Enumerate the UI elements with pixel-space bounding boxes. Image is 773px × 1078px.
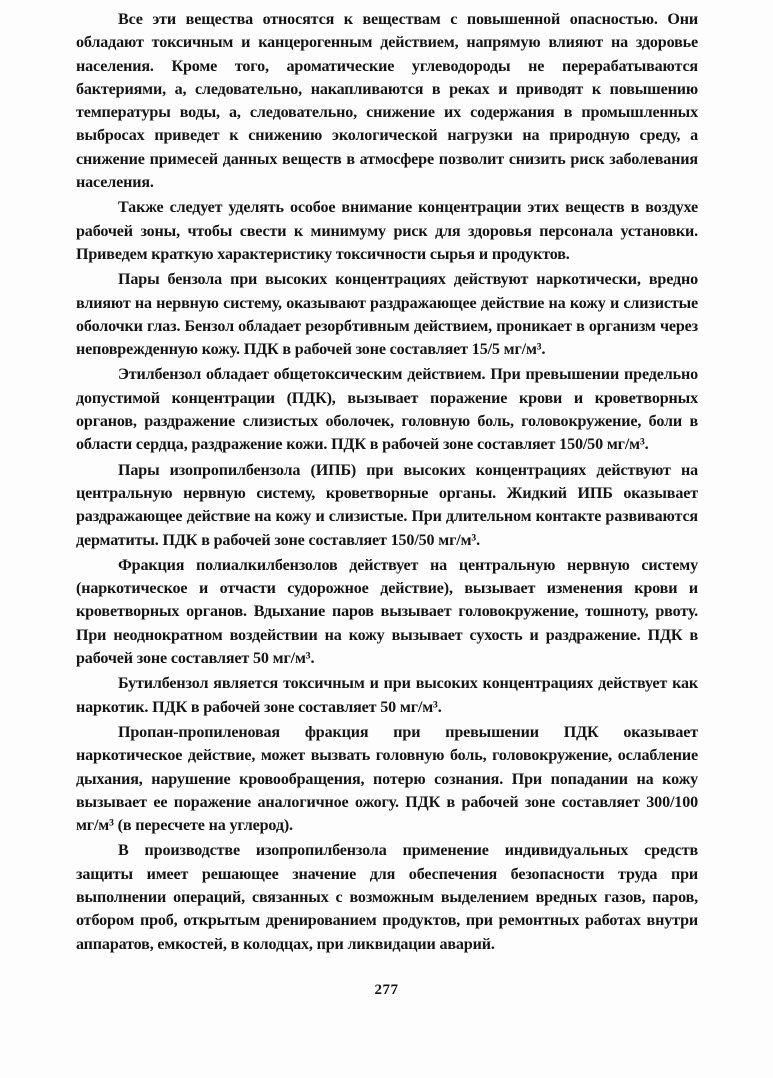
- paragraph-workplace-air: Также следует уделять особое внимание концентрации этих веществ в воздухе рабочей зоны, чтобы свести к минимуму риск для здоровья персонала установки. Приведем краткую характеристику токсичности сырья и продуктов.: [76, 199, 698, 263]
- paragraph-protective-equipment: В производстве изопропилбензола применение индивидуальных средств защиты имеет решающее значение для обеспечения безопасности труда при выполнении операций, связанных с возможным выделением вредных газов, паров, отбором проб, открытым дренированием продуктов, при ремонтных работах внутри аппаратов, емкостей, в колодцах, при ликвидации аварий.: [76, 842, 698, 953]
- paragraph-butylbenzene: Бутилбензол является токсичным и при высоких концентрациях действует как наркотик. ПДК в рабочей зоне составляет 50 мг/м³.: [76, 675, 698, 716]
- page-number: 277: [374, 982, 399, 998]
- paragraph-propane-propylene: Пропан-пропиленовая фракция при превышении ПДК оказывает наркотическое действие, может вызвать головную боль, головокружение, ослабление дыхания, нарушение кровообращения, потерю сознания. При попадании на кожу вызывает ее поражение аналогичное ожогу. ПДК в рабочей зоне составляет 300/100 мг/м³ (в пересчете на углерод).: [76, 723, 698, 835]
- paragraph-ethylbenzene: Этилбензол обладает общетоксическим действием. При превышении предельно допустимой концентрации (ПДК), вызывает поражение крови и кроветворных органов, раздражение слизистых оболочек, головную боль, головокружение, боли в области сердца, раздражение кожи. ПДК в рабочей зоне составляет 150/50 мг/м³.: [76, 366, 698, 454]
- paragraph-polyalkylbenzenes: Фракция полиалкилбензолов действует на центральную нервную систему (наркотическое и отчасти судорожное действие), вызывает изменения крови и кроветворных органов. Вдыхание паров вызывает головокружение, тошноту, рвоту. При неоднократном воздействии на кожу вызывает сухость и раздражение. ПДК в рабочей зоне составляет 50 мг/м³.: [76, 556, 698, 668]
- document-body: [76, 8, 698, 956]
- paragraph-hazard-overview: Все эти вещества относятся к веществам с повышенной опасностью. Они обладают токсичным и канцерогенным действием, напрямую влияют на здоровье населения. Кроме того, ароматические углеводороды не перерабатываются бактериями, а, следовательно, накапливаются в реках и приводят к повышению температуры воды, а, следовательно, снижение их содержания в промышленных выбросах приведет к снижению экологической нагрузки на природную среду, а снижение примесей данных веществ в атмосфере позволит снизить риск заболевания населения.: [76, 11, 698, 192]
- paragraph-isopropylbenzene: Пары изопропилбензола (ИПБ) при высоких концентрациях действуют на центральную нервную систему, кроветворные органы. Жидкий ИПБ оказывает раздражающее действие на кожу и слизистые. При длительном контакте развиваются дерматиты. ПДК в рабочей зоне составляет 150/50 мг/м³.: [76, 461, 698, 549]
- paragraph-benzene: Пары бензола при высоких концентрациях действуют наркотически, вредно влияют на нервную систему, оказывают раздражающее действие на кожу и слизистые оболочки глаз. Бензол обладает резорбтивным действием, проникает в организм через неповрежденную кожу. ПДК в рабочей зоне составляет 15/5 мг/м³.: [76, 271, 698, 359]
